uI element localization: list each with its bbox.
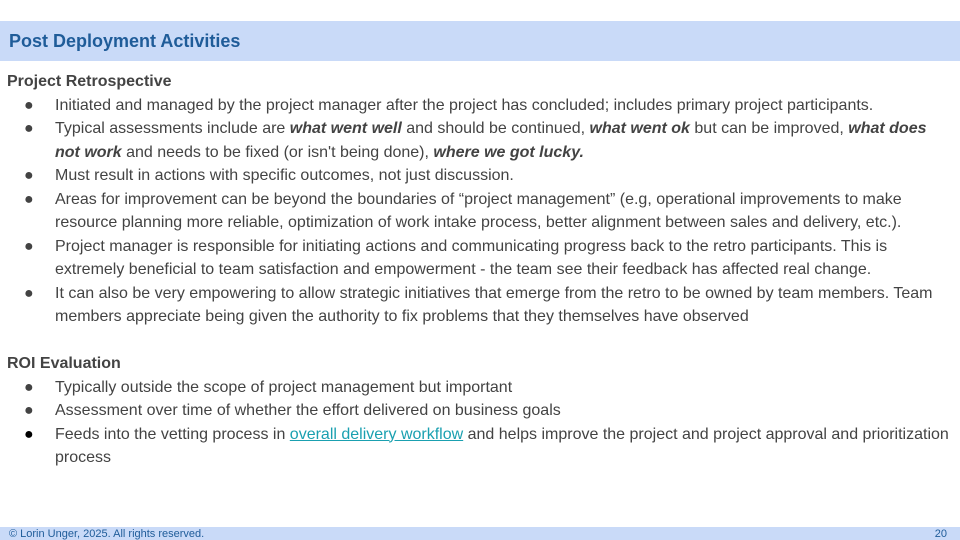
title-bar — [0, 21, 960, 61]
footer-bar — [0, 527, 960, 540]
page-number: 20 — [934, 528, 947, 540]
spacer — [7, 329, 952, 353]
list-item — [7, 376, 952, 400]
list-item — [7, 94, 952, 118]
list-item — [7, 235, 952, 282]
list-item — [7, 188, 952, 235]
list-item-text: Typically outside the scope of project management but important — [55, 378, 513, 396]
bullet-icon: ● — [24, 402, 34, 419]
delivery-workflow-link[interactable]: overall delivery workflow — [289, 425, 464, 443]
slide-content — [7, 70, 952, 470]
bullet-icon: ● — [24, 190, 34, 208]
bullet-icon: ● — [24, 378, 34, 396]
list-item — [7, 282, 952, 329]
bullet-icon: ● — [24, 237, 34, 255]
list-item-text: Feeds into the vetting process in overall delivery workflow and helps improve the project and project approval and prioritization process — [55, 425, 949, 466]
list-item — [7, 423, 952, 470]
bullet-icon: ● — [24, 284, 34, 302]
list-item-text: It can also be very empowering to allow strategic initiatives that emerge from the retro to be owned by team members. Team members appreciate being given the authority to fix problems that they themselves have observed — [55, 284, 933, 325]
list-item — [7, 399, 952, 423]
list-item-text: Project manager is responsible for initiating actions and communicating progress back to the retro participants. This is extremely beneficial to team satisfaction and empowerment - the team see their feedback has affected real change. — [55, 237, 888, 278]
bullet-icon: ● — [24, 425, 34, 443]
list-item-text: Typical assessments include are what went well and should be continued, what went ok but can be improved, what does not work and needs to be fixed (or isn't being done), where we got lucky. — [55, 120, 927, 161]
bullet-icon: ● — [24, 120, 34, 137]
roi-list — [7, 376, 952, 470]
section-heading-roi: ROI Evaluation — [7, 355, 121, 372]
list-item — [7, 117, 952, 164]
list-item-text: Areas for improvement can be beyond the boundaries of “project management” (e.g, operational improvements to make resource planning more reliable, optimization of work intake process, better alignment between sales and delivery, etc.). — [55, 190, 902, 231]
slide-title: Post Deployment Activities — [9, 31, 241, 51]
list-item — [7, 164, 952, 188]
section-heading-retrospective: Project Retrospective — [7, 73, 172, 90]
retrospective-list — [7, 94, 952, 329]
list-item-text: Initiated and managed by the project manager after the project has concluded; includes primary project participants. — [55, 96, 874, 114]
list-item-text: Must result in actions with specific outcomes, not just discussion. — [55, 167, 514, 184]
bullet-icon: ● — [24, 96, 34, 114]
bullet-icon: ● — [24, 167, 34, 184]
list-item-text: Assessment over time of whether the effort delivered on business goals — [55, 402, 561, 419]
copyright-text: © Lorin Unger, 2025. All rights reserved. — [9, 528, 205, 540]
